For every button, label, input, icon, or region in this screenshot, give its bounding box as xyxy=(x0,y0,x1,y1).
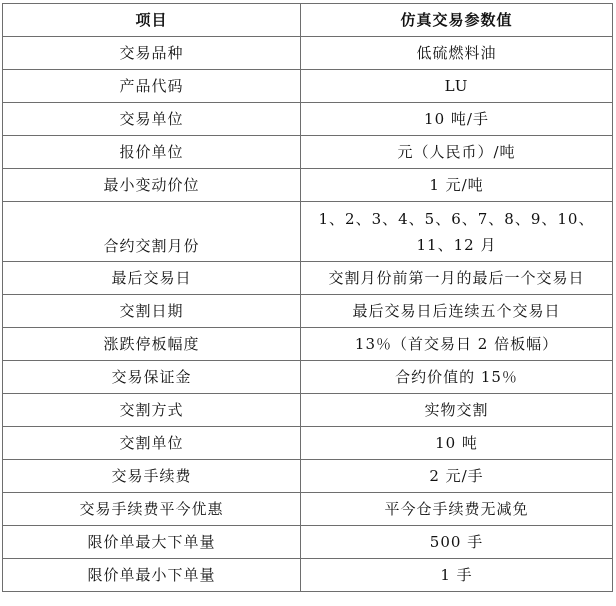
table-row xyxy=(3,427,613,460)
row-value: 2 元/手 xyxy=(301,460,613,493)
row-value: 1 元/吨 xyxy=(301,169,613,202)
row-value: 平今仓手续费无减免 xyxy=(301,493,613,526)
table-row xyxy=(3,328,613,361)
row-value: 最后交易日后连续五个交易日 xyxy=(301,295,613,328)
row-value: 500 手 xyxy=(301,526,613,559)
row-label: 交易品种 xyxy=(3,37,301,70)
row-value: 10 吨 xyxy=(301,427,613,460)
table-row xyxy=(3,262,613,295)
simulation-parameter-table xyxy=(2,3,613,592)
row-label: 涨跌停板幅度 xyxy=(3,328,301,361)
table-row xyxy=(3,460,613,493)
row-value: 低硫燃料油 xyxy=(301,37,613,70)
row-value: 实物交割 xyxy=(301,394,613,427)
table-row xyxy=(3,103,613,136)
row-value: 元（人民币）/吨 xyxy=(301,136,613,169)
table-row xyxy=(3,493,613,526)
row-label: 产品代码 xyxy=(3,70,301,103)
row-value-months xyxy=(301,202,613,262)
row-label: 最小变动价位 xyxy=(3,169,301,202)
row-label: 交割方式 xyxy=(3,394,301,427)
table-row xyxy=(3,37,613,70)
parameter-table-container xyxy=(2,3,612,592)
header-value: 仿真交易参数值 xyxy=(301,4,613,37)
table-row xyxy=(3,559,613,592)
row-value: 1 手 xyxy=(301,559,613,592)
header-item: 项目 xyxy=(3,4,301,37)
row-label: 交易手续费 xyxy=(3,460,301,493)
row-value: 10 吨/手 xyxy=(301,103,613,136)
row-value: LU xyxy=(301,70,613,103)
months-line-2: 11、12 月 xyxy=(416,235,497,254)
table-row xyxy=(3,394,613,427)
row-label: 限价单最大下单量 xyxy=(3,526,301,559)
row-value: 13％（首交易日 2 倍板幅） xyxy=(301,328,613,361)
table-header-row xyxy=(3,4,613,37)
row-value: 交割月份前第一月的最后一个交易日 xyxy=(301,262,613,295)
table-row xyxy=(3,169,613,202)
row-label: 交易手续费平今优惠 xyxy=(3,493,301,526)
table-row xyxy=(3,526,613,559)
table-row xyxy=(3,361,613,394)
row-value: 合约价值的 15％ xyxy=(301,361,613,394)
row-label: 交割日期 xyxy=(3,295,301,328)
row-label: 报价单位 xyxy=(3,136,301,169)
table-row xyxy=(3,70,613,103)
row-label: 最后交易日 xyxy=(3,262,301,295)
row-label: 合约交割月份 xyxy=(3,202,301,262)
row-label: 交易单位 xyxy=(3,103,301,136)
row-label: 交割单位 xyxy=(3,427,301,460)
row-label: 限价单最小下单量 xyxy=(3,559,301,592)
table-row xyxy=(3,202,613,262)
table-row xyxy=(3,295,613,328)
months-line-1: 1、2、3、4、5、6、7、8、9、10、 xyxy=(318,209,595,228)
row-label: 交易保证金 xyxy=(3,361,301,394)
table-row xyxy=(3,136,613,169)
